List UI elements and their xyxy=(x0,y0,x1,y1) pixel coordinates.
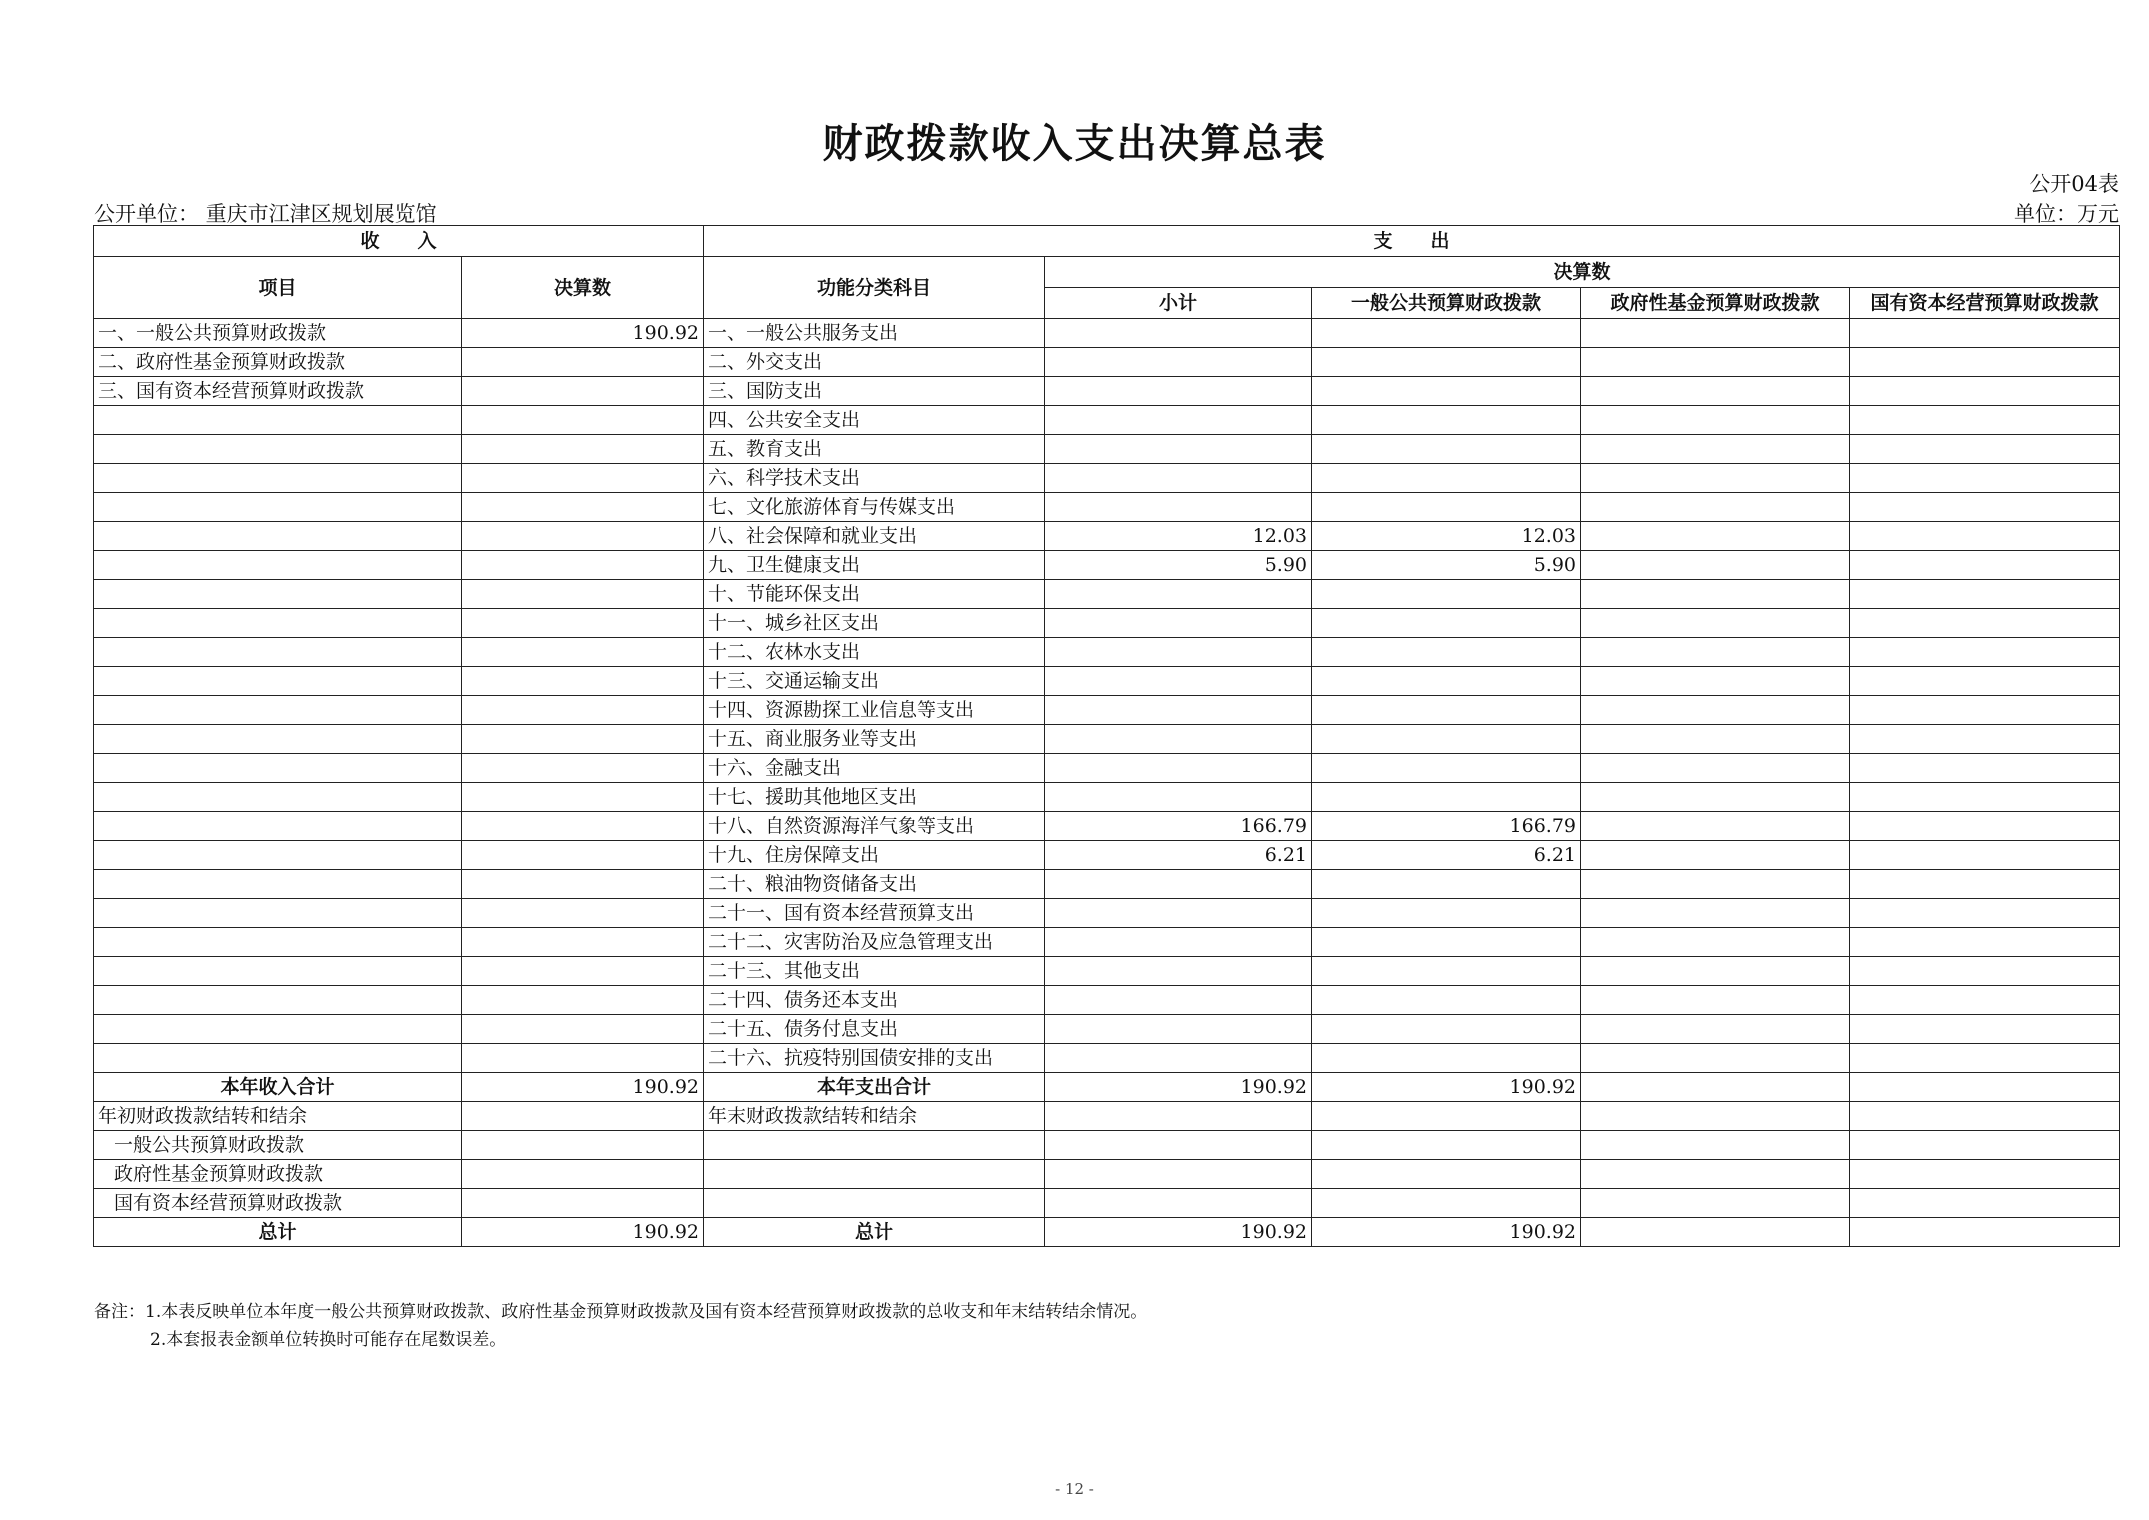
expense-item-cell: 二十三、其他支出 xyxy=(704,957,1045,986)
fund-cell xyxy=(1581,841,1850,870)
subtotal-cell: 5.90 xyxy=(1045,551,1312,580)
income-amount-cell xyxy=(462,348,704,377)
general-cell xyxy=(1312,348,1581,377)
expense-item-cell: 二十一、国有资本经营预算支出 xyxy=(704,899,1045,928)
income-amount-cell xyxy=(462,551,704,580)
income-amount-cell xyxy=(462,986,704,1015)
col-general: 一般公共预算财政拨款 xyxy=(1312,288,1581,319)
general-cell: 12.03 xyxy=(1312,522,1581,551)
fund-cell xyxy=(1581,493,1850,522)
carry-value-cell xyxy=(462,1102,704,1131)
state-cell xyxy=(1850,1044,2120,1073)
year-total-row xyxy=(94,1073,2120,1102)
general-cell xyxy=(1312,1044,1581,1073)
carry-value-cell xyxy=(1850,1160,2120,1189)
page-title: 财政拨款收入支出决算总表 xyxy=(822,120,1327,167)
state-cell xyxy=(1850,406,2120,435)
col-subtotal: 小计 xyxy=(1045,288,1312,319)
income-amount-cell xyxy=(462,841,704,870)
fund-cell xyxy=(1581,377,1850,406)
fund-cell xyxy=(1581,986,1850,1015)
income-item-cell: 三、国有资本经营预算财政拨款 xyxy=(94,377,462,406)
income-item-cell xyxy=(94,493,462,522)
income-amount-cell: 190.92 xyxy=(462,319,704,348)
expense-item-cell: 二十二、灾害防治及应急管理支出 xyxy=(704,928,1045,957)
income-amount-cell xyxy=(462,1015,704,1044)
income-item-cell xyxy=(94,841,462,870)
year-state-value xyxy=(1850,1073,2120,1102)
fund-cell xyxy=(1581,348,1850,377)
income-amount-cell xyxy=(462,957,704,986)
table-row xyxy=(94,696,2120,725)
fund-cell xyxy=(1581,783,1850,812)
col-amount: 决算数 xyxy=(462,257,704,319)
income-header: 收 入 xyxy=(94,226,704,257)
state-cell xyxy=(1850,522,2120,551)
income-amount-cell xyxy=(462,754,704,783)
general-cell xyxy=(1312,696,1581,725)
state-cell xyxy=(1850,377,2120,406)
fund-cell xyxy=(1581,435,1850,464)
state-cell xyxy=(1850,928,2120,957)
expense-item-cell: 二十四、债务还本支出 xyxy=(704,986,1045,1015)
col-state: 国有资本经营预算财政拨款 xyxy=(1850,288,2120,319)
income-item-cell xyxy=(94,957,462,986)
state-cell xyxy=(1850,812,2120,841)
subtotal-cell xyxy=(1045,638,1312,667)
income-item-cell: 二、政府性基金预算财政拨款 xyxy=(94,348,462,377)
fund-cell xyxy=(1581,957,1850,986)
year-expense-label: 本年支出合计 xyxy=(704,1073,1045,1102)
income-amount-cell xyxy=(462,493,704,522)
table-row xyxy=(94,522,2120,551)
subtotal-cell: 6.21 xyxy=(1045,841,1312,870)
state-cell xyxy=(1850,841,2120,870)
income-item-cell xyxy=(94,986,462,1015)
table-row xyxy=(94,725,2120,754)
expense-item-cell: 七、文化旅游体育与传媒支出 xyxy=(704,493,1045,522)
carry-expense-label xyxy=(704,1131,1045,1160)
expense-item-cell: 六、科学技术支出 xyxy=(704,464,1045,493)
subtotal-cell xyxy=(1045,1015,1312,1044)
subtotal-cell xyxy=(1045,928,1312,957)
expense-item-cell: 二十五、债务付息支出 xyxy=(704,1015,1045,1044)
income-item-cell xyxy=(94,1015,462,1044)
income-amount-cell xyxy=(462,783,704,812)
general-cell xyxy=(1312,319,1581,348)
carry-value-cell xyxy=(1581,1131,1850,1160)
state-cell xyxy=(1850,435,2120,464)
state-cell xyxy=(1850,986,2120,1015)
subtotal-cell xyxy=(1045,435,1312,464)
fund-cell xyxy=(1581,464,1850,493)
income-amount-cell xyxy=(462,580,704,609)
general-cell xyxy=(1312,638,1581,667)
income-item-cell xyxy=(94,1044,462,1073)
general-cell xyxy=(1312,435,1581,464)
fund-cell xyxy=(1581,319,1850,348)
general-cell xyxy=(1312,957,1581,986)
table-row xyxy=(94,551,2120,580)
table-row xyxy=(94,348,2120,377)
state-cell xyxy=(1850,609,2120,638)
fund-cell xyxy=(1581,667,1850,696)
state-cell xyxy=(1850,667,2120,696)
grand-general-value: 190.92 xyxy=(1312,1218,1581,1247)
grand-state-value xyxy=(1850,1218,2120,1247)
state-cell xyxy=(1850,696,2120,725)
general-cell xyxy=(1312,406,1581,435)
subtotal-cell xyxy=(1045,1044,1312,1073)
general-cell xyxy=(1312,899,1581,928)
table-row xyxy=(94,406,2120,435)
subtotal-cell xyxy=(1045,957,1312,986)
fund-cell xyxy=(1581,580,1850,609)
income-item-cell xyxy=(94,783,462,812)
general-cell xyxy=(1312,464,1581,493)
note-1: 备注：1.本表反映单位本年度一般公共预算财政拨款、政府性基金预算财政拨款及国有资本经营预算财政拨款的总收支和年末结转结余情况。 xyxy=(94,1302,1148,1322)
carry-value-cell xyxy=(1850,1189,2120,1218)
general-cell xyxy=(1312,754,1581,783)
carry-expense-label xyxy=(704,1160,1045,1189)
income-item-cell xyxy=(94,638,462,667)
subtotal-cell xyxy=(1045,870,1312,899)
general-cell xyxy=(1312,667,1581,696)
col-function: 功能分类科目 xyxy=(704,257,1045,319)
income-item-cell xyxy=(94,725,462,754)
table-row xyxy=(94,464,2120,493)
state-cell xyxy=(1850,754,2120,783)
income-item-cell xyxy=(94,522,462,551)
state-cell xyxy=(1850,638,2120,667)
carry-income-label: 国有资本经营预算财政拨款 xyxy=(94,1189,462,1218)
carry-value-cell xyxy=(1045,1102,1312,1131)
income-item-cell xyxy=(94,406,462,435)
general-cell: 5.90 xyxy=(1312,551,1581,580)
carry-value-cell xyxy=(1581,1102,1850,1131)
carry-income-label: 政府性基金预算财政拨款 xyxy=(94,1160,462,1189)
table-row xyxy=(94,841,2120,870)
subtotal-cell xyxy=(1045,667,1312,696)
year-fund-value xyxy=(1581,1073,1850,1102)
income-item-cell: 一、一般公共预算财政拨款 xyxy=(94,319,462,348)
income-amount-cell xyxy=(462,667,704,696)
state-cell xyxy=(1850,899,2120,928)
budget-table xyxy=(93,225,2120,1247)
fund-cell xyxy=(1581,754,1850,783)
income-amount-cell xyxy=(462,522,704,551)
expense-item-cell: 一、一般公共服务支出 xyxy=(704,319,1045,348)
fund-cell xyxy=(1581,870,1850,899)
year-income-value: 190.92 xyxy=(462,1073,704,1102)
income-item-cell xyxy=(94,754,462,783)
state-cell xyxy=(1850,725,2120,754)
state-cell xyxy=(1850,783,2120,812)
note-2: 2.本套报表金额单位转换时可能存在尾数误差。 xyxy=(150,1330,507,1350)
grand-income-label: 总计 xyxy=(94,1218,462,1247)
carry-row xyxy=(94,1189,2120,1218)
carry-value-cell xyxy=(462,1189,704,1218)
table-row xyxy=(94,638,2120,667)
expense-item-cell: 十五、商业服务业等支出 xyxy=(704,725,1045,754)
state-cell xyxy=(1850,464,2120,493)
income-item-cell xyxy=(94,435,462,464)
subtotal-cell xyxy=(1045,377,1312,406)
expense-item-cell: 十四、资源勘探工业信息等支出 xyxy=(704,696,1045,725)
expense-item-cell: 十七、援助其他地区支出 xyxy=(704,783,1045,812)
table-row xyxy=(94,783,2120,812)
year-general-value: 190.92 xyxy=(1312,1073,1581,1102)
income-item-cell xyxy=(94,580,462,609)
income-amount-cell xyxy=(462,638,704,667)
subtotal-cell xyxy=(1045,406,1312,435)
fund-cell xyxy=(1581,638,1850,667)
carry-value-cell xyxy=(1312,1102,1581,1131)
subtotal-cell xyxy=(1045,899,1312,928)
fund-cell xyxy=(1581,1044,1850,1073)
grand-subtotal-value: 190.92 xyxy=(1045,1218,1312,1247)
income-item-cell xyxy=(94,551,462,580)
grand-total-row xyxy=(94,1218,2120,1247)
carry-row xyxy=(94,1102,2120,1131)
carry-row xyxy=(94,1131,2120,1160)
currency-unit: 单位：万元 xyxy=(2014,202,2119,226)
expense-item-cell: 二、外交支出 xyxy=(704,348,1045,377)
table-row xyxy=(94,319,2120,348)
income-amount-cell xyxy=(462,899,704,928)
fund-cell xyxy=(1581,928,1850,957)
general-cell xyxy=(1312,377,1581,406)
subtotal-cell: 12.03 xyxy=(1045,522,1312,551)
carry-row xyxy=(94,1160,2120,1189)
carry-income-label: 年初财政拨款结转和结余 xyxy=(94,1102,462,1131)
subtotal-cell xyxy=(1045,348,1312,377)
carry-income-label: 一般公共预算财政拨款 xyxy=(94,1131,462,1160)
expense-item-cell: 十三、交通运输支出 xyxy=(704,667,1045,696)
subtotal-cell xyxy=(1045,696,1312,725)
subtotal-cell xyxy=(1045,580,1312,609)
income-amount-cell xyxy=(462,609,704,638)
fund-cell xyxy=(1581,406,1850,435)
col-final-amount: 决算数 xyxy=(1045,257,2120,288)
income-amount-cell xyxy=(462,928,704,957)
grand-fund-value xyxy=(1581,1218,1850,1247)
table-row xyxy=(94,377,2120,406)
table-row xyxy=(94,1044,2120,1073)
expense-item-cell: 五、教育支出 xyxy=(704,435,1045,464)
subtotal-cell xyxy=(1045,754,1312,783)
general-cell xyxy=(1312,928,1581,957)
fund-cell xyxy=(1581,1015,1850,1044)
income-item-cell xyxy=(94,928,462,957)
income-amount-cell xyxy=(462,435,704,464)
expense-item-cell: 八、社会保障和就业支出 xyxy=(704,522,1045,551)
general-cell xyxy=(1312,1015,1581,1044)
general-cell xyxy=(1312,493,1581,522)
carry-value-cell xyxy=(1581,1160,1850,1189)
income-item-cell xyxy=(94,696,462,725)
income-amount-cell xyxy=(462,464,704,493)
subtotal-cell xyxy=(1045,464,1312,493)
state-cell xyxy=(1850,580,2120,609)
income-amount-cell xyxy=(462,870,704,899)
table-row xyxy=(94,493,2120,522)
carry-value-cell xyxy=(1581,1189,1850,1218)
general-cell xyxy=(1312,580,1581,609)
income-amount-cell xyxy=(462,406,704,435)
carry-expense-label: 年末财政拨款结转和结余 xyxy=(704,1102,1045,1131)
income-amount-cell xyxy=(462,1044,704,1073)
fund-cell xyxy=(1581,522,1850,551)
income-item-cell xyxy=(94,870,462,899)
expense-item-cell: 二十六、抗疫特别国债安排的支出 xyxy=(704,1044,1045,1073)
fund-cell xyxy=(1581,899,1850,928)
expense-item-cell: 十一、城乡社区支出 xyxy=(704,609,1045,638)
table-row xyxy=(94,754,2120,783)
carry-value-cell xyxy=(462,1160,704,1189)
state-cell xyxy=(1850,1015,2120,1044)
income-amount-cell xyxy=(462,725,704,754)
income-amount-cell xyxy=(462,377,704,406)
expense-item-cell: 十、节能环保支出 xyxy=(704,580,1045,609)
income-item-cell xyxy=(94,609,462,638)
table-row xyxy=(94,986,2120,1015)
income-item-cell xyxy=(94,899,462,928)
table-row xyxy=(94,812,2120,841)
carry-value-cell xyxy=(1312,1189,1581,1218)
state-cell xyxy=(1850,493,2120,522)
subtotal-cell xyxy=(1045,783,1312,812)
expense-item-cell: 二十、粮油物资储备支出 xyxy=(704,870,1045,899)
state-cell xyxy=(1850,319,2120,348)
carry-expense-label xyxy=(704,1189,1045,1218)
general-cell xyxy=(1312,725,1581,754)
carry-value-cell xyxy=(1850,1131,2120,1160)
fund-cell xyxy=(1581,725,1850,754)
subtotal-cell xyxy=(1045,725,1312,754)
state-cell xyxy=(1850,348,2120,377)
income-item-cell xyxy=(94,464,462,493)
table-row xyxy=(94,928,2120,957)
table-row xyxy=(94,609,2120,638)
fund-cell xyxy=(1581,551,1850,580)
expense-item-cell: 四、公共安全支出 xyxy=(704,406,1045,435)
expense-item-cell: 十二、农林水支出 xyxy=(704,638,1045,667)
expense-item-cell: 十九、住房保障支出 xyxy=(704,841,1045,870)
expense-header: 支 出 xyxy=(704,226,2120,257)
table-row xyxy=(94,957,2120,986)
income-amount-cell xyxy=(462,696,704,725)
reporting-unit: 公开单位： 重庆市江津区规划展览馆 xyxy=(94,202,437,226)
general-cell xyxy=(1312,783,1581,812)
expense-item-cell: 十六、金融支出 xyxy=(704,754,1045,783)
income-item-cell xyxy=(94,667,462,696)
expense-item-cell: 十八、自然资源海洋气象等支出 xyxy=(704,812,1045,841)
table-row xyxy=(94,1015,2120,1044)
subtotal-cell xyxy=(1045,609,1312,638)
year-income-label: 本年收入合计 xyxy=(94,1073,462,1102)
carry-value-cell xyxy=(1312,1131,1581,1160)
general-cell xyxy=(1312,870,1581,899)
grand-income-value: 190.92 xyxy=(462,1218,704,1247)
general-cell xyxy=(1312,609,1581,638)
state-cell xyxy=(1850,551,2120,580)
table-row xyxy=(94,580,2120,609)
expense-item-cell: 九、卫生健康支出 xyxy=(704,551,1045,580)
grand-expense-label: 总计 xyxy=(704,1218,1045,1247)
state-cell xyxy=(1850,957,2120,986)
subtotal-cell xyxy=(1045,986,1312,1015)
carry-value-cell xyxy=(462,1131,704,1160)
table-row xyxy=(94,870,2120,899)
subtotal-cell: 166.79 xyxy=(1045,812,1312,841)
carry-value-cell xyxy=(1312,1160,1581,1189)
table-row xyxy=(94,667,2120,696)
general-cell xyxy=(1312,986,1581,1015)
income-amount-cell xyxy=(462,812,704,841)
carry-value-cell xyxy=(1850,1102,2120,1131)
carry-value-cell xyxy=(1045,1131,1312,1160)
carry-value-cell xyxy=(1045,1160,1312,1189)
fund-cell xyxy=(1581,696,1850,725)
form-number: 公开04表 xyxy=(2029,172,2119,196)
table-row xyxy=(94,435,2120,464)
page-number: - 12 - xyxy=(1055,1480,1094,1498)
fund-cell xyxy=(1581,812,1850,841)
general-cell: 166.79 xyxy=(1312,812,1581,841)
general-cell: 6.21 xyxy=(1312,841,1581,870)
col-item: 项目 xyxy=(94,257,462,319)
year-subtotal-value: 190.92 xyxy=(1045,1073,1312,1102)
carry-value-cell xyxy=(1045,1189,1312,1218)
subtotal-cell xyxy=(1045,319,1312,348)
table-row xyxy=(94,899,2120,928)
col-fund: 政府性基金预算财政拨款 xyxy=(1581,288,1850,319)
income-item-cell xyxy=(94,812,462,841)
state-cell xyxy=(1850,870,2120,899)
subtotal-cell xyxy=(1045,493,1312,522)
fund-cell xyxy=(1581,609,1850,638)
expense-item-cell: 三、国防支出 xyxy=(704,377,1045,406)
